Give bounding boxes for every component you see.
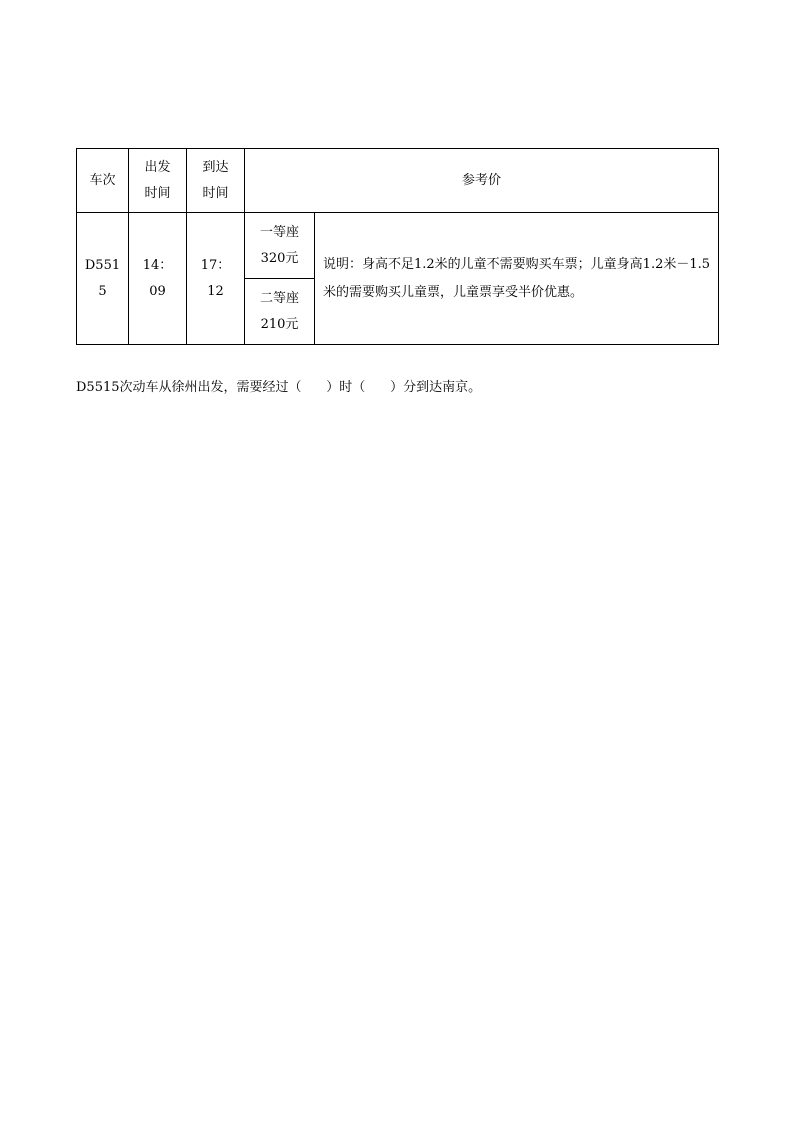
cell-note bbox=[315, 213, 719, 345]
arrive-line2: 12 bbox=[207, 283, 224, 299]
note-text: 说明：身高不足1.2米的儿童不需要购买车票；儿童身高1.2米－1.5米的需要购买儿童票，儿童票享受半价优惠。 bbox=[323, 256, 711, 300]
header-arrive-line2: 时间 bbox=[202, 185, 229, 201]
header-depart-line1: 出发 bbox=[144, 159, 171, 175]
header-arrive-line1: 到达 bbox=[202, 159, 229, 175]
header-price bbox=[245, 149, 719, 213]
header-train-label: 车次 bbox=[89, 172, 116, 188]
header-arrive bbox=[187, 149, 245, 213]
depart-line2: 09 bbox=[149, 283, 166, 299]
cell-arrive bbox=[187, 213, 245, 345]
header-depart bbox=[129, 149, 187, 213]
second-class-label: 二等座 bbox=[259, 290, 299, 306]
first-class-label: 一等座 bbox=[259, 224, 299, 240]
question-text: D5515次动车从徐州出发，需要经过（ ）时（ ）分到达南京。 bbox=[76, 380, 482, 395]
first-class-price: 320元 bbox=[260, 250, 299, 266]
second-class-price: 210元 bbox=[260, 316, 299, 332]
depart-line1: 14： bbox=[142, 257, 173, 273]
cell-second-class bbox=[245, 279, 315, 345]
train-line2: 5 bbox=[98, 283, 107, 299]
header-row bbox=[77, 149, 719, 213]
train-schedule-table bbox=[76, 148, 719, 345]
header-train bbox=[77, 149, 129, 213]
header-depart-line2: 时间 bbox=[144, 185, 171, 201]
arrive-line1: 17： bbox=[200, 257, 231, 273]
cell-first-class bbox=[245, 213, 315, 279]
header-price-label: 参考价 bbox=[462, 172, 502, 188]
data-row-first bbox=[77, 213, 719, 279]
cell-train bbox=[77, 213, 129, 345]
cell-depart bbox=[129, 213, 187, 345]
train-line1: D551 bbox=[84, 257, 121, 273]
